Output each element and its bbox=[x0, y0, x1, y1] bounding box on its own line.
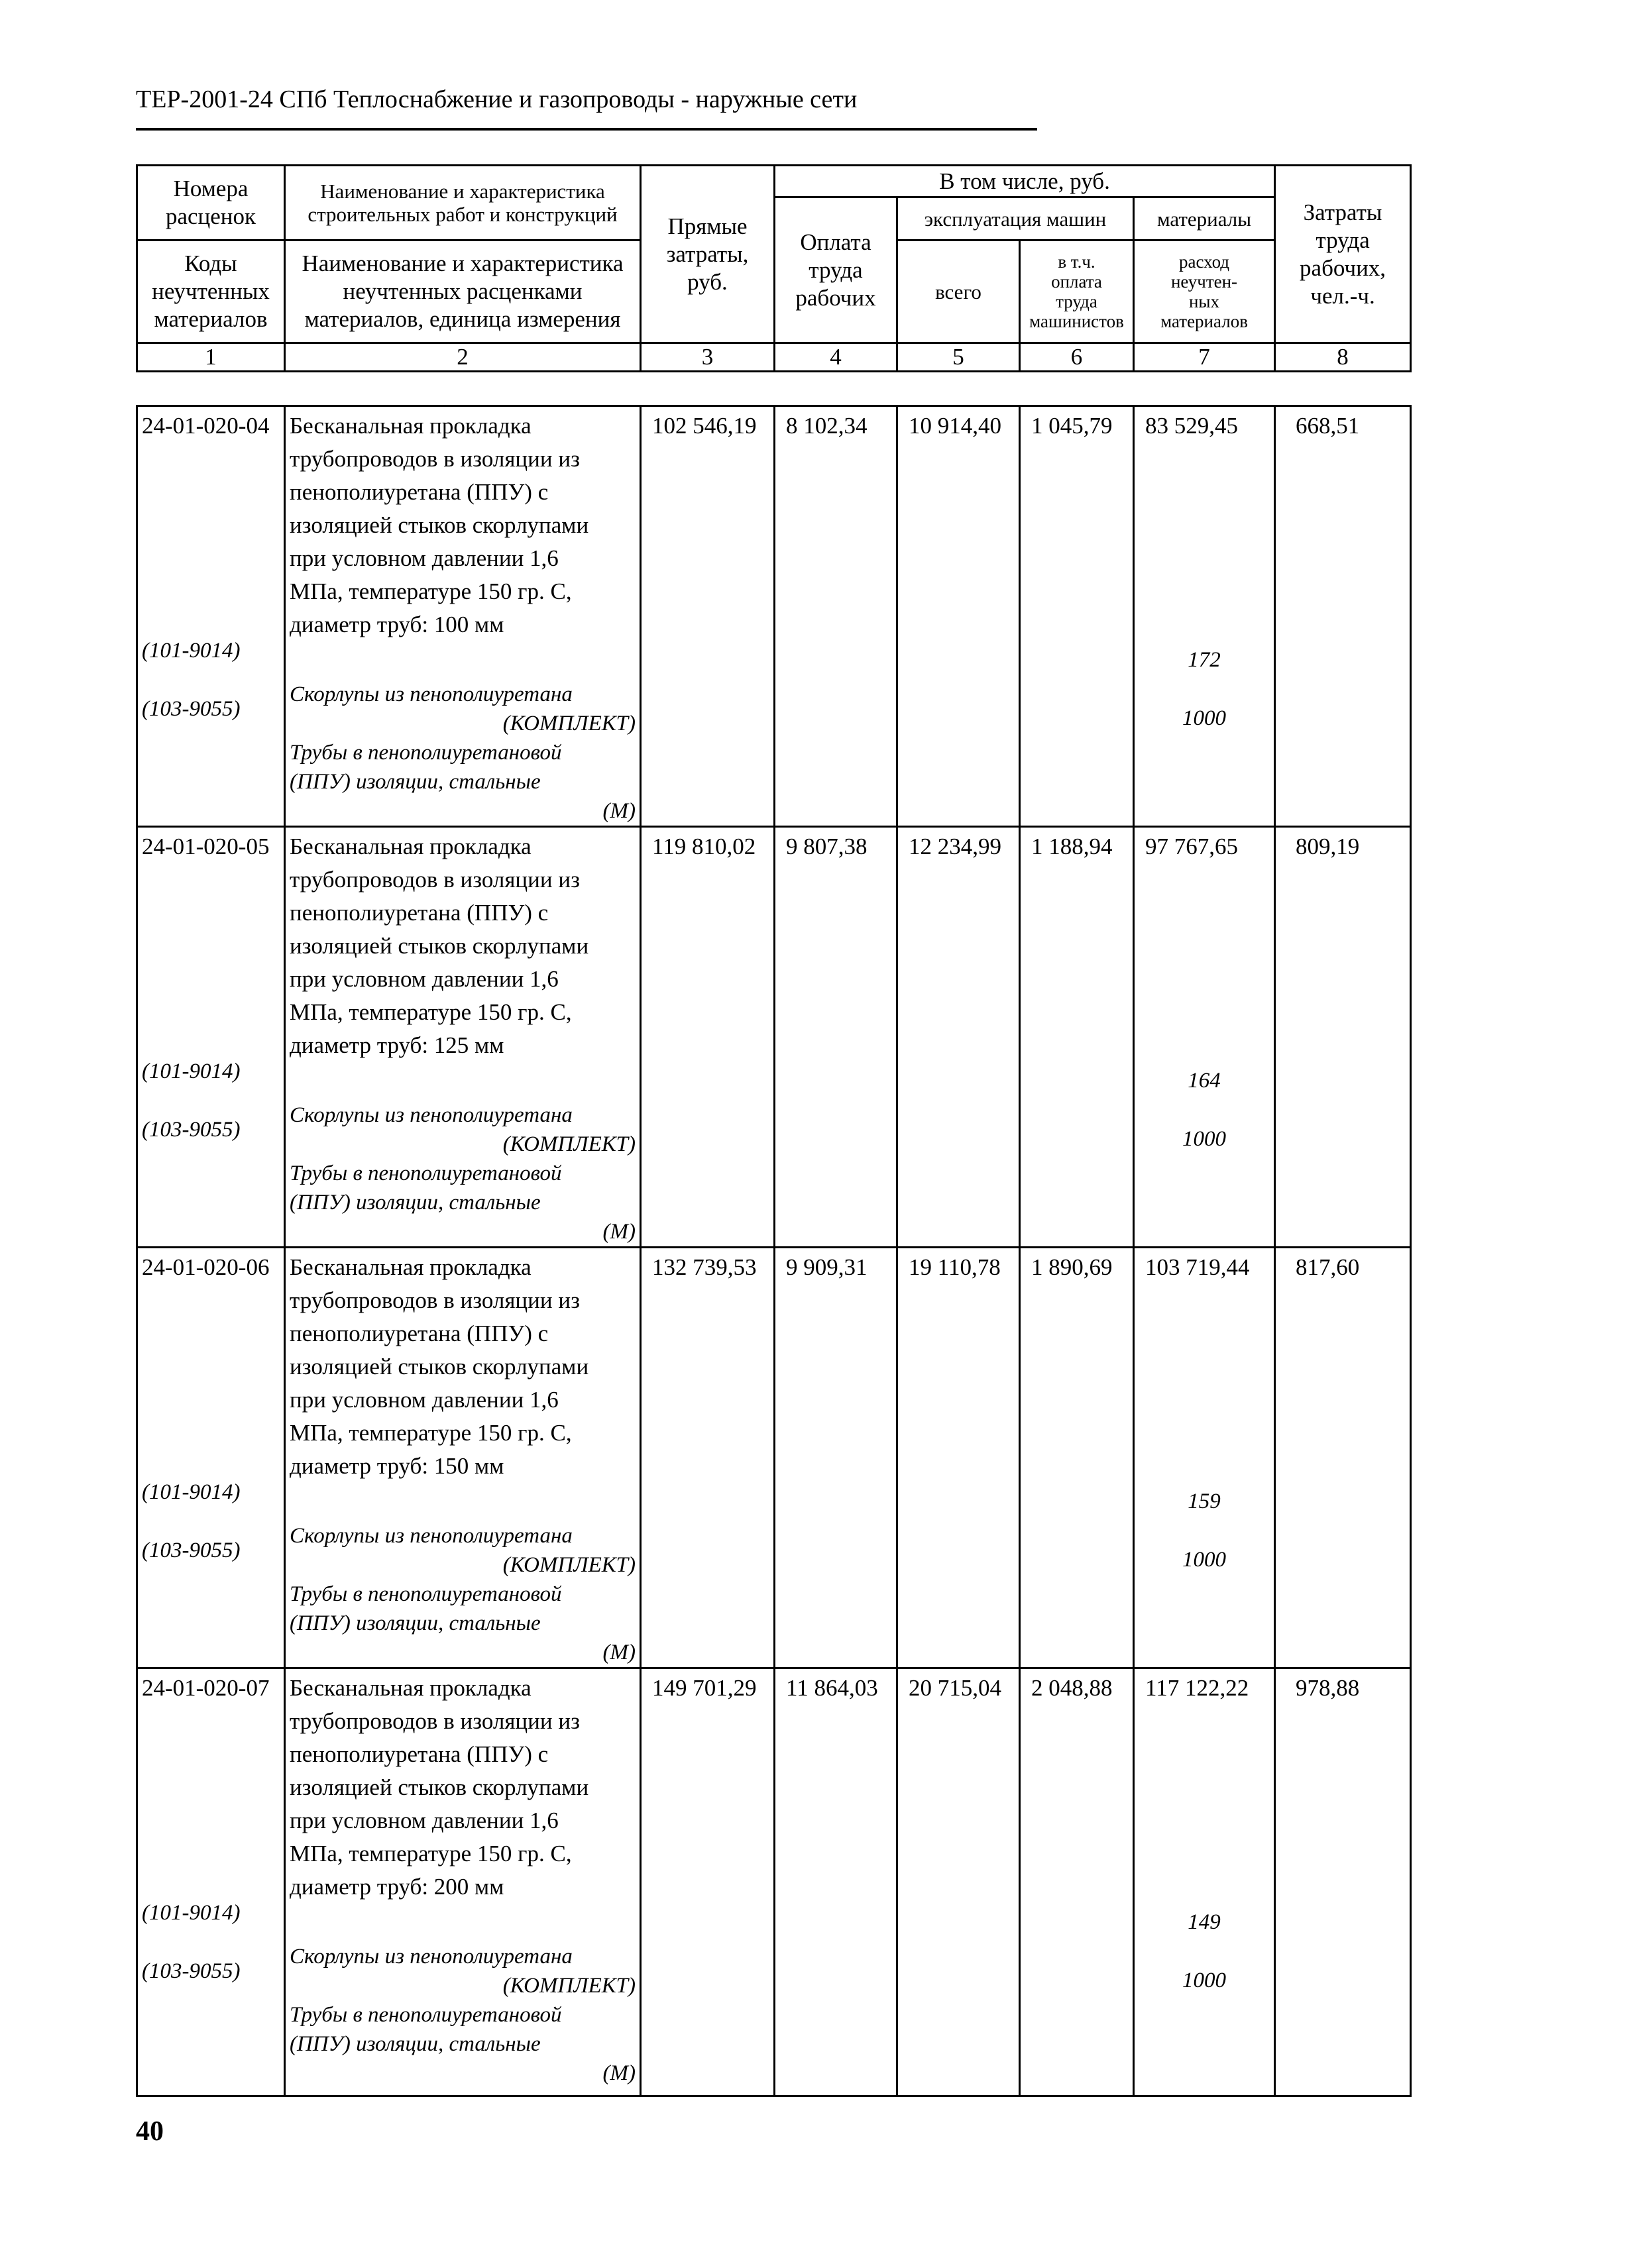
material-name: Скорлупы из пенополиуретана bbox=[290, 682, 573, 706]
rate-name-line: изоляцией стыков скорлупами bbox=[290, 512, 589, 538]
machines-cost: 20 715,04 bbox=[909, 1675, 1001, 1701]
rate-name-line: при условном давлении 1,6 bbox=[290, 545, 559, 571]
page-number: 40 bbox=[136, 2116, 164, 2147]
material-unit: (М) bbox=[602, 799, 636, 823]
rates-table bbox=[136, 405, 1412, 2097]
rate-name-cell bbox=[285, 406, 641, 827]
material-name: (ППУ) изоляции, стальные bbox=[290, 2032, 541, 2056]
rate-name-line: МПа, температуре 150 гр. С, bbox=[290, 1841, 572, 1866]
materials-cost: 117 122,22 bbox=[1145, 1675, 1249, 1701]
operator-pay: 2 048,88 bbox=[1031, 1675, 1113, 1701]
direct-costs: 119 810,02 bbox=[652, 834, 756, 859]
material-name: Трубы в пенополиуретановой bbox=[290, 1582, 562, 1606]
column-number: 3 bbox=[641, 343, 775, 372]
rate-name-line: диаметр труб: 125 мм bbox=[290, 1032, 504, 1058]
worker-pay: 9 909,31 bbox=[786, 1254, 868, 1280]
rate-name-cell bbox=[285, 1668, 641, 2096]
labor-hours: 668,51 bbox=[1296, 413, 1360, 439]
column-number: 7 bbox=[1134, 343, 1275, 372]
rate-code-cell bbox=[137, 406, 285, 827]
table-header bbox=[136, 164, 1412, 372]
rate-name-line: диаметр труб: 200 мм bbox=[290, 1874, 504, 1900]
rate-name-cell bbox=[285, 1248, 641, 1668]
material-unit: (КОМПЛЕКТ) bbox=[502, 1132, 636, 1156]
material-code: (103-9055) bbox=[142, 1118, 241, 1142]
material-unit: (КОМПЛЕКТ) bbox=[502, 1974, 636, 1998]
rate-name-line: Бесканальная прокладка bbox=[290, 413, 532, 439]
material-code: (101-9014) bbox=[142, 1901, 241, 1925]
direct-costs: 149 701,29 bbox=[652, 1675, 757, 1701]
rate-row bbox=[137, 1248, 1411, 1668]
rate-code: 24-01-020-04 bbox=[142, 413, 270, 439]
rate-name-line: трубопроводов в изоляции из bbox=[290, 446, 580, 472]
rate-name-line: трубопроводов в изоляции из bbox=[290, 867, 580, 892]
labor-hours: 809,19 bbox=[1296, 834, 1360, 859]
header-group: В том числе, руб. bbox=[775, 166, 1275, 197]
rate-code-cell bbox=[137, 1248, 285, 1668]
rate-name-cell bbox=[285, 827, 641, 1248]
header-col1-top: Номера расценок bbox=[137, 166, 285, 241]
material-quantity: 1000 bbox=[1182, 1127, 1226, 1151]
material-name: (ППУ) изоляции, стальные bbox=[290, 1191, 541, 1215]
materials-cost: 97 767,65 bbox=[1145, 834, 1238, 859]
materials-cost: 83 529,45 bbox=[1145, 413, 1238, 439]
rate-name-line: при условном давлении 1,6 bbox=[290, 1808, 559, 1833]
material-unit: (М) bbox=[602, 1641, 636, 1664]
rate-row bbox=[137, 406, 1411, 827]
rate-name-line: МПа, температуре 150 гр. С, bbox=[290, 578, 572, 604]
material-name: Трубы в пенополиуретановой bbox=[290, 2003, 562, 2027]
material-quantity: 172 bbox=[1188, 648, 1221, 672]
material-code: (101-9014) bbox=[142, 1059, 241, 1083]
rate-row bbox=[137, 827, 1411, 1248]
rate-code: 24-01-020-05 bbox=[142, 834, 270, 859]
rate-name-line: МПа, температуре 150 гр. С, bbox=[290, 999, 572, 1025]
operator-pay: 1 045,79 bbox=[1031, 413, 1113, 439]
column-number: 6 bbox=[1020, 343, 1134, 372]
rate-name-line: МПа, температуре 150 гр. С, bbox=[290, 1420, 572, 1446]
rate-name-line: диаметр труб: 100 мм bbox=[290, 612, 504, 637]
rate-name-line: пенополиуретана (ППУ) с bbox=[290, 1321, 549, 1346]
direct-costs: 102 546,19 bbox=[652, 413, 757, 439]
column-number: 2 bbox=[285, 343, 641, 372]
material-name: Скорлупы из пенополиуретана bbox=[290, 1103, 573, 1127]
header-col1-bottom: Коды неучтенных материалов bbox=[137, 241, 285, 343]
material-quantity: 1000 bbox=[1182, 706, 1226, 730]
material-unit: (КОМПЛЕКТ) bbox=[502, 712, 636, 735]
header-machines: эксплуатация машин bbox=[897, 197, 1134, 241]
worker-pay: 11 864,03 bbox=[786, 1675, 878, 1701]
rate-name-line: пенополиуретана (ППУ) с bbox=[290, 1741, 549, 1767]
rate-name-line: пенополиуретана (ППУ) с bbox=[290, 900, 549, 926]
material-code: (103-9055) bbox=[142, 1539, 241, 1562]
rate-name-line: изоляцией стыков скорлупами bbox=[290, 1774, 589, 1800]
header-col2-top: Наименование и характеристика строительных работ и конструкций bbox=[285, 166, 641, 241]
worker-pay: 9 807,38 bbox=[786, 834, 868, 859]
header-unaccounted-materials: расход неучтен- ных материалов bbox=[1134, 241, 1275, 343]
column-number: 1 bbox=[137, 343, 285, 372]
material-quantity: 1000 bbox=[1182, 1969, 1226, 1992]
material-name: Скорлупы из пенополиуретана bbox=[290, 1524, 573, 1548]
material-unit: (КОМПЛЕКТ) bbox=[502, 1553, 636, 1577]
rate-code: 24-01-020-06 bbox=[142, 1254, 270, 1280]
labor-hours: 817,60 bbox=[1296, 1254, 1360, 1280]
material-quantity: 149 bbox=[1188, 1910, 1221, 1934]
rate-name-line: диаметр труб: 150 мм bbox=[290, 1453, 504, 1479]
material-name: Трубы в пенополиуретановой bbox=[290, 741, 562, 765]
material-name: Трубы в пенополиуретановой bbox=[290, 1161, 562, 1185]
machines-cost: 12 234,99 bbox=[909, 834, 1001, 859]
material-quantity: 164 bbox=[1188, 1069, 1221, 1093]
material-unit: (М) bbox=[602, 1220, 636, 1244]
rate-name-line: Бесканальная прокладка bbox=[290, 1675, 532, 1701]
header-worker-pay: Оплата труда рабочих bbox=[775, 197, 897, 343]
rate-name-line: при условном давлении 1,6 bbox=[290, 966, 559, 992]
worker-pay: 8 102,34 bbox=[786, 413, 868, 439]
header-direct-costs: Прямые затраты, руб. bbox=[641, 166, 775, 343]
header-operator-pay: в т.ч. оплата труда машинистов bbox=[1020, 241, 1134, 343]
rate-name-line: трубопроводов в изоляции из bbox=[290, 1708, 580, 1734]
labor-hours: 978,88 bbox=[1296, 1675, 1360, 1701]
column-number: 4 bbox=[775, 343, 897, 372]
header-labor-hours: Затраты труда рабочих, чел.-ч. bbox=[1275, 166, 1411, 343]
direct-costs: 132 739,53 bbox=[652, 1254, 757, 1280]
rate-row bbox=[137, 1668, 1411, 2096]
material-name: Скорлупы из пенополиуретана bbox=[290, 1945, 573, 1969]
rate-code-cell bbox=[137, 827, 285, 1248]
operator-pay: 1 890,69 bbox=[1031, 1254, 1113, 1280]
rate-code: 24-01-020-07 bbox=[142, 1675, 270, 1701]
machines-cost: 10 914,40 bbox=[909, 413, 1001, 439]
material-quantity: 159 bbox=[1188, 1489, 1221, 1513]
header-col2-bottom: Наименование и характеристика неучтенных расценками материалов, единица измерения bbox=[285, 241, 641, 343]
material-name: (ППУ) изоляции, стальные bbox=[290, 1611, 541, 1635]
column-number: 8 bbox=[1275, 343, 1411, 372]
material-code: (101-9014) bbox=[142, 1480, 241, 1504]
rate-name-line: при условном давлении 1,6 bbox=[290, 1387, 559, 1413]
rate-name-line: Бесканальная прокладка bbox=[290, 1254, 532, 1280]
material-unit: (М) bbox=[602, 2061, 636, 2085]
material-quantity: 1000 bbox=[1182, 1548, 1226, 1572]
column-number: 5 bbox=[897, 343, 1020, 372]
header-machines-total: всего bbox=[897, 241, 1020, 343]
machines-cost: 19 110,78 bbox=[909, 1254, 1001, 1280]
page-header: ТЕР-2001-24 СПб Теплоснабжение и газопроводы - наружные сети bbox=[136, 85, 858, 113]
rate-code-cell bbox=[137, 1668, 285, 2096]
material-code: (103-9055) bbox=[142, 1959, 241, 1983]
rate-name-line: трубопроводов в изоляции из bbox=[290, 1287, 580, 1313]
rate-name-line: изоляцией стыков скорлупами bbox=[290, 933, 589, 959]
header-materials: материалы bbox=[1134, 197, 1275, 241]
material-code: (101-9014) bbox=[142, 639, 241, 663]
rate-name-line: изоляцией стыков скорлупами bbox=[290, 1354, 589, 1379]
materials-cost: 103 719,44 bbox=[1145, 1254, 1250, 1280]
header-rule bbox=[136, 128, 1037, 131]
operator-pay: 1 188,94 bbox=[1031, 834, 1113, 859]
material-name: (ППУ) изоляции, стальные bbox=[290, 770, 541, 794]
rate-name-line: пенополиуретана (ППУ) с bbox=[290, 479, 549, 505]
material-code: (103-9055) bbox=[142, 697, 241, 721]
rate-name-line: Бесканальная прокладка bbox=[290, 834, 532, 859]
